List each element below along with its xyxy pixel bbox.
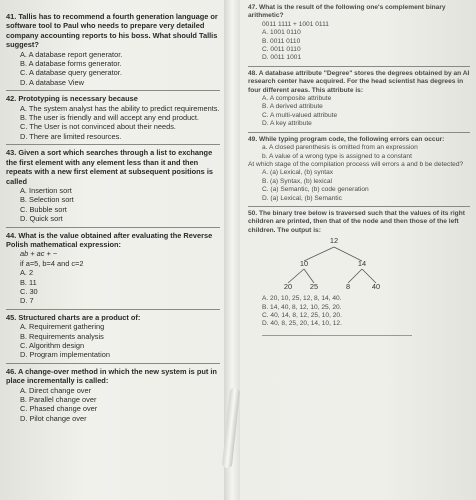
question-50-option-b: B. 14, 40, 8, 12, 10, 25, 20. [262,303,342,311]
question-48-option-d: D. A key attribute [262,120,312,128]
question-44-option-c: C. 30 [20,286,38,296]
question-42-option-b: B. The user is friendly and will accept any end product. [20,113,199,123]
question-47-stem: 47. What is the result of the following one's complement binary arithmetic? [248,4,446,20]
tree-node-right: 14 [357,259,367,269]
question-45-option-a: A. Requirement gathering [20,322,105,332]
question-49-follow-up: At which stage of the compilation process will errors a and b be detected? [248,160,464,168]
question-41-stem: 41. Tallis has to recommend a fourth generation language or software tool to Paul who needs to prepare very detailed company accounting reports to his boss. What should Tallis suggest? [6,12,218,50]
question-49-item-b: b. A value of a wrong type is assigned to a constant [262,152,412,160]
tree-node-right-right: 40 [371,282,381,292]
question-44-expression: ab + ac + − [20,249,58,259]
question-44-stem: 44. What is the value obtained after evaluating the Reverse Polish mathematical expression: [6,230,213,249]
question-46-option-c: C. Phased change over [20,404,98,414]
question-45-option-b: B. Requirements analysis [20,331,104,341]
question-50-stem: 50. The binary tree below is traversed such that the values of its right children are printed, then that of the node and then those of the left children. The output is: [248,209,465,234]
question-43-option-a: A. Insertion sort [20,185,72,195]
question-43-stem: 43. Given a sort which searches through a list to exchange the first element with any element less than it and then repeats with a new first element at subsequent positions is called [6,148,213,186]
question-46-option-d: D. Pilot change over [20,413,87,423]
divider [248,132,470,133]
question-44-option-b: B. 11 [20,277,37,287]
question-42-option-d: D. There are limited resources. [20,131,122,141]
question-45-option-d: D. Program implementation [20,350,110,360]
question-50-option-c: C. 40, 14, 8, 12, 25, 10, 20. [262,311,342,319]
question-49-option-b: B. (a) Syntax, (b) lexical [262,177,332,185]
question-49 [248,136,470,203]
question-44-given: if a=5, b=4 and c=2 [20,258,84,268]
tree-node-left: 10 [299,259,309,269]
left-column [6,12,220,426]
question-47-operation: 0011 1111 + 1001 0111 [262,20,329,28]
question-47-option-c: C. 0011 0110 [262,46,301,54]
answer-blank-line [262,329,412,336]
question-43-option-b: B. Selection sort [20,195,74,205]
question-42-option-c: C. The User is not convinced about their needs. [20,122,176,132]
tree-node-root: 12 [329,236,339,246]
question-47-option-a: A. 1001 0110 [262,29,301,37]
divider [6,363,220,364]
question-44-option-d: D. 7 [20,296,34,306]
divider [6,309,220,310]
binary-tree-diagram [274,237,394,295]
question-49-option-a: A. (a) Lexical, (b) syntax [262,169,334,177]
question-47-option-d: D. 0011 1001 [262,54,302,62]
question-45 [6,313,220,360]
question-48-stem: 48. A database attribute "Degree" stores the degrees obtained by an AI research center have acquired. For the head scientist has degrees in four different areas. This attribute is: [248,69,470,94]
divider [248,206,470,207]
tree-node-right-left: 8 [345,282,351,292]
divider [248,66,470,67]
question-48-option-c: C. A multi-valued attribute [262,111,338,119]
divider [6,144,220,145]
question-41-option-c: C. A database query generator. [20,68,122,78]
question-43 [6,148,220,223]
question-41-option-d: D. A database View [20,77,84,87]
tree-node-left-right: 25 [309,282,319,292]
question-41-option-b: B. A database forms generator. [20,59,122,69]
question-45-option-c: C. Algorithm design [20,341,85,350]
question-49-stem: 49. While typing program code, the following errors can occur: [248,135,445,143]
right-column [248,4,470,339]
question-49-option-d: D. (a) Lexical, (b) Semantic [262,194,342,202]
question-50 [248,210,470,336]
question-48-option-b: B. A derived attribute [262,103,323,111]
question-46-stem: 46. A change-over method in which the new system is put in place incrementally is called: [6,366,217,386]
question-48-option-a: A. A composite attribute [262,95,332,103]
question-47-option-b: B. 0011 0110 [262,37,301,45]
question-41 [6,12,220,87]
question-43-option-c: C. Bubble sort [20,204,67,214]
question-49-option-c: C. (a) Semantic, (b) code generation [262,186,369,194]
question-42-option-a: A. The system analyst has the ability to predict requirements. [20,103,220,113]
tree-node-left-left: 20 [283,282,293,292]
question-44 [6,231,220,306]
question-46-option-a: A. Direct change over [20,385,92,395]
question-50-option-d: D. 40, 8, 25, 20, 14, 10, 12. [262,320,342,328]
question-47 [248,4,470,63]
question-46-option-b: B. Parallel change over [20,395,97,405]
question-44-option-a: A. 2 [20,268,34,278]
question-46 [6,367,220,423]
question-45-stem: 45. Structured charts are a product of: [6,312,141,322]
question-42 [6,94,220,141]
question-42-stem: 42. Prototyping is necessary because [6,94,138,104]
question-50-option-a: A. 20, 10, 25, 12, 8, 14, 40. [262,295,342,303]
question-43-option-d: D. Quick sort [20,214,63,224]
question-48 [248,70,470,129]
question-49-item-a: a. A closed parenthesis is omitted from an expression [262,144,418,152]
divider [6,90,220,91]
question-41-option-a: A. A database report generator. [20,49,123,59]
divider [6,227,220,228]
